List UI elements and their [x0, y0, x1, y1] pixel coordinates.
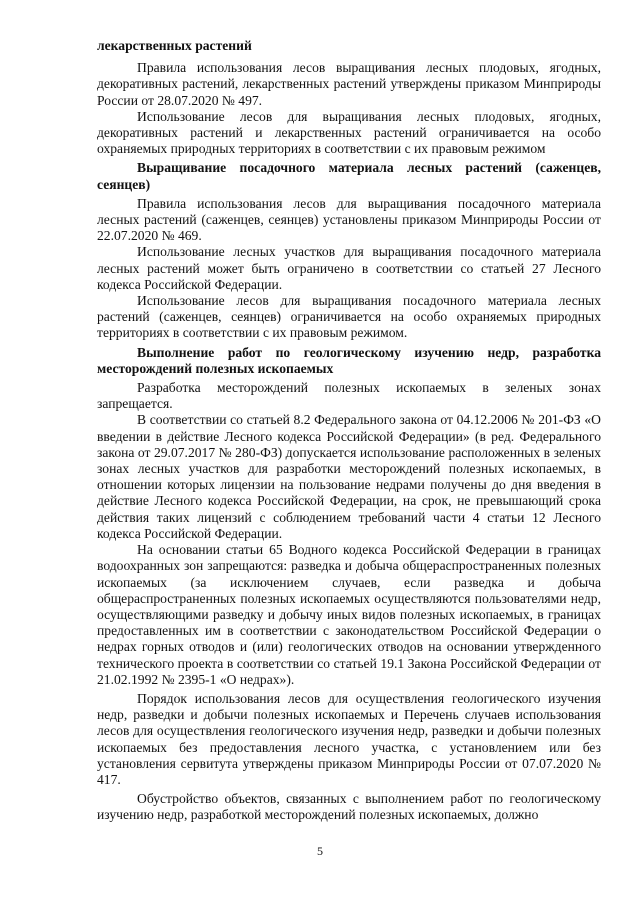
paragraph: Обустройство объектов, связанных с выполнением работ по геологическому изучению недр, разработкой месторождений полезных ископаемых, должно — [97, 791, 601, 823]
paragraph: Использование лесов для выращивания посадочного материала лесных растений (саженцев, сеянцев) ограничивается на особо охраняемых природных территориях в соответствии с их правовым режимом. — [97, 293, 601, 341]
document-body — [97, 38, 601, 824]
section-heading: Выполнение работ по геологическому изучению недр, разработка месторождений полезных ископаемых — [97, 344, 601, 376]
paragraph: Порядок использования лесов для осуществления геологического изучения недр, разведки и добычи полезных ископаемых и Перечень случаев использования лесов для осуществления геологического изучения недр, разведки и добычи полезных ископаемых без предоставления лесного участка, с установлением или без установления сервитута утверждены приказом Минприроды России от 07.07.2020 № 417. — [97, 690, 601, 787]
paragraph: В соответствии со статьей 8.2 Федерального закона от 04.12.2006 № 201-ФЗ «О введении в действие Лесного кодекса Российской Федерации» (в ред. Федерального закона от 29.07.2017 № 280-ФЗ) допускается использование расположенных в зеленых зонах лесных участков для разработки месторождений полезных ископаемых, в отношении которых лицензии на пользование недрами получены до дня введения в действие Лесного кодекса Российской Федерации, на срок, не превышающий срока действия таких лицензий с соблюдением требований части 4 статьи 12 Лесного кодекса Российской Федерации. — [97, 412, 601, 541]
paragraph: Использование лесов для выращивания лесных плодовых, ягодных, декоративных растений и лекарственных растений ограничивается на особо охраняемых природных территориях в соответствии с их правовым режимом — [97, 108, 601, 157]
paragraph: Правила использования лесов выращивания лесных плодовых, ягодных, декоративных растений, лекарственных растений утверждены приказом Минприроды России от 28.07.2020 № 497. — [97, 60, 601, 108]
page-number: 5 — [317, 844, 323, 858]
paragraph: На основании статьи 65 Водного кодекса Российской Федерации в границах водоохранных зон запрещаются: разведка и добыча общераспространенных полезных ископаемых (за исключением случаев, если разведка и добыча общераспространенных полезных ископаемых осуществляются пользователями недр, осуществляющими разведку и добычу иных видов полезных ископаемых, в границах предоставленных им в соответствии с законодательством Российской Федерации о недрах горных отводов и (или) геологических отводов на основании утвержденного технического проекта в соответствии со статьей 19.1 Закона Российской Федерации от 21.02.1992 № 2395-1 «О недрах»). — [97, 542, 601, 687]
paragraph: Правила использования лесов для выращивания посадочного материала лесных растений (саженцев, сеянцев) установлены приказом Минприроды России от 22.07.2020 № 469. — [97, 195, 601, 244]
section-heading-continued: лекарственных растений — [97, 38, 252, 53]
paragraph: Разработка месторождений полезных ископаемых в зеленых зонах запрещается. — [97, 380, 601, 412]
paragraph: Использование лесных участков для выращивания посадочного материала лесных растений может быть ограничено в соответствии со статьей 27 Лесного кодекса Российской Федерации. — [97, 244, 601, 292]
section-heading: Выращивание посадочного материала лесных растений (саженцев, сеянцев) — [97, 160, 601, 192]
